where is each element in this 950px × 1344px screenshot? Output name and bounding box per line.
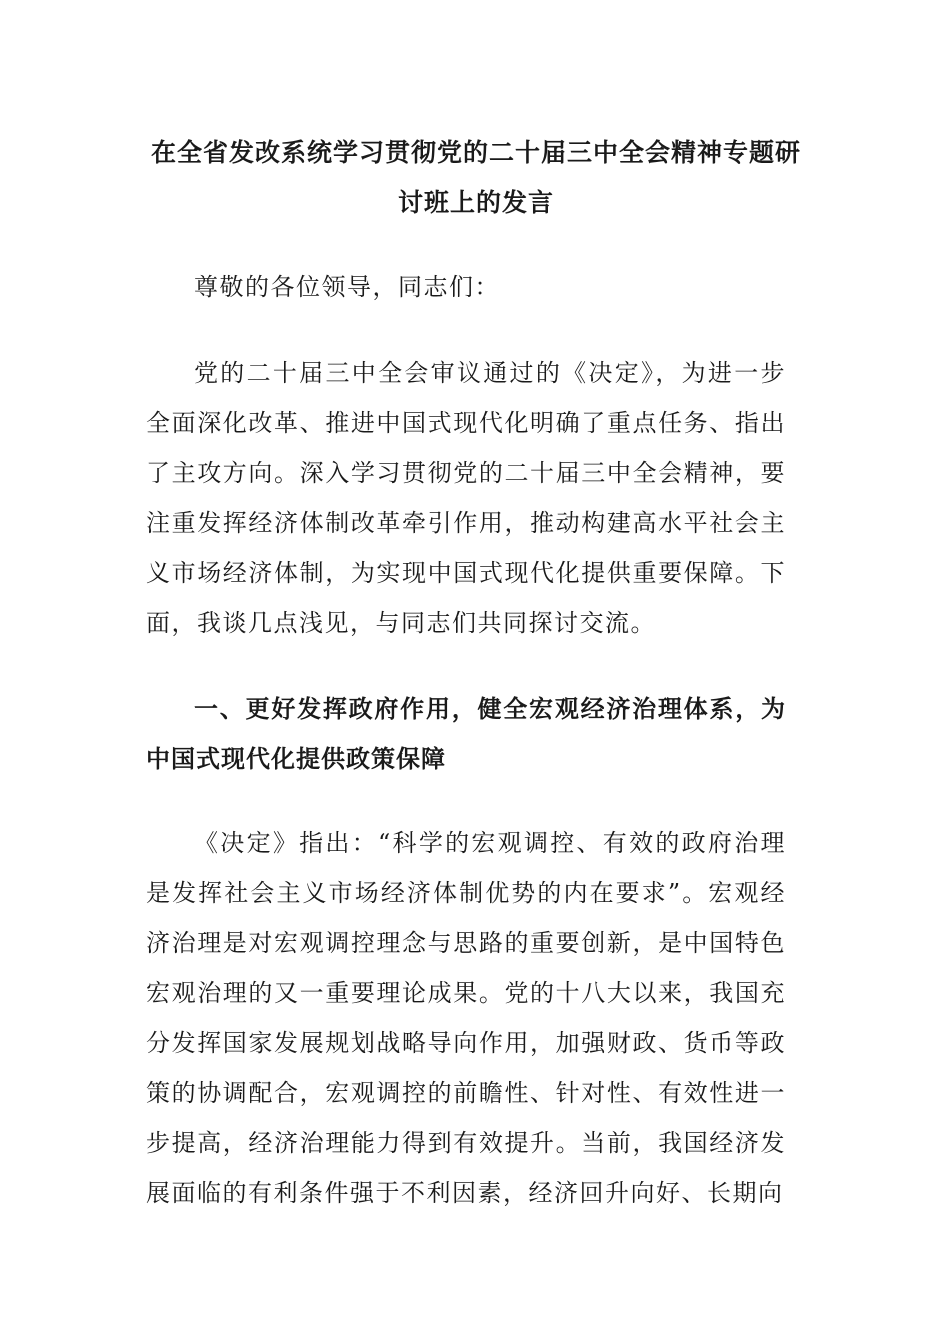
section-heading-1: 一、更好发挥政府作用，健全宏观经济治理体系，为中国式现代化提供政策保障 (146, 695, 786, 773)
intro-paragraph: 党的二十届三中全会审议通过的《决定》，为进一步全面深化改革、推进中国式现代化明确了重点任务、指出了主攻方向。深入学习贯彻党的二十届三中全会精神，要注重发挥经济体制改革牵引作用，推动构建高水平社会主义市场经济体制，为实现中国式现代化提供重要保障。下面，我谈几点浅见，与同志们共同探讨交流。 (146, 359, 786, 637)
document-title: 在全省发改系统学习贯彻党的二十届三中全会精神专题研讨班上的发言 (150, 138, 801, 217)
salutation: 尊敬的各位领导，同志们： (194, 273, 500, 301)
section-1-paragraph: 《决定》指出：“科学的宏观调控、有效的政府治理是发挥社会主义市场经济体制优势的内在要求”。宏观经济治理是对宏观调控理念与思路的重要创新，是中国特色宏观治理的又一重要理论成果。党的十八大以来，我国充分发挥国家发展规划战略导向作用，加强财政、货币等政策的协调配合，宏观调控的前瞻性、针对性、有效性进一步提高，经济治理能力得到有效提升。当前，我国经济发展面临的有利条件强于不利因素，经济回升向好、长期向 (146, 829, 786, 1207)
